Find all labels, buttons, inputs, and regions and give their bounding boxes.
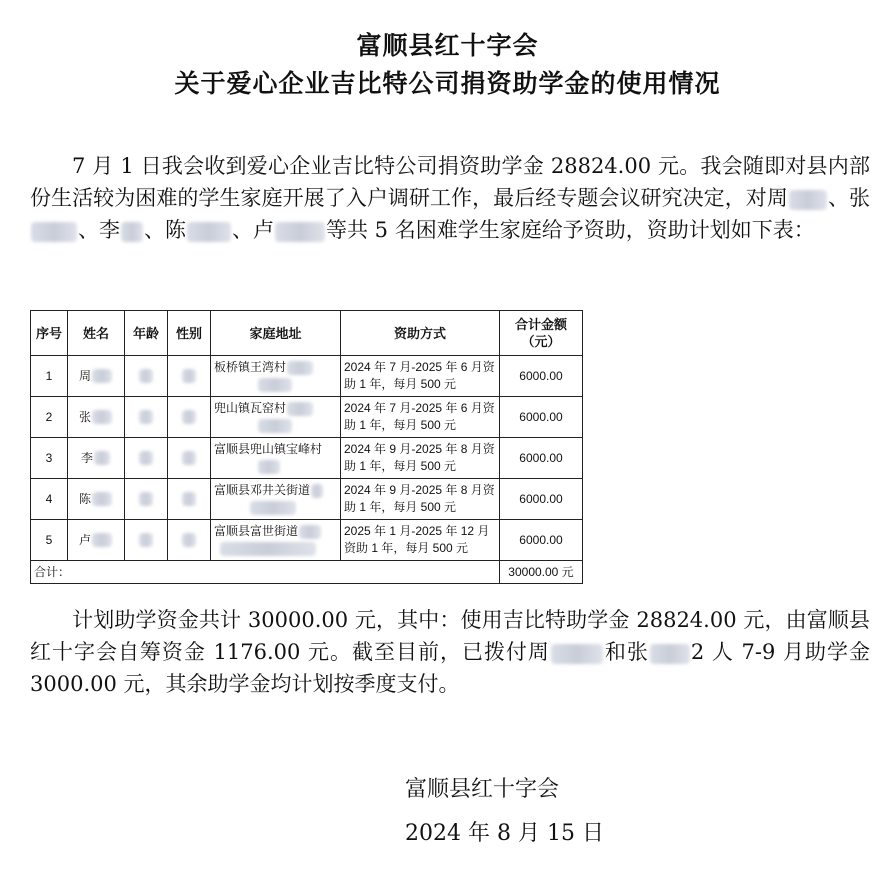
table-row — [31, 479, 583, 520]
cell-method: 2024 年 9 月-2025 年 8 月资助 1 年，每月 500 元 — [341, 438, 500, 479]
col-header-age: 年龄 — [125, 311, 168, 356]
cell-name: 李 — [68, 438, 125, 479]
redacted-name — [121, 222, 143, 242]
summary-sep-1: 和张 — [603, 640, 649, 664]
aid-plan-table — [30, 310, 583, 584]
cell-address: 富顺县富世街道 — [211, 520, 341, 561]
table-row — [31, 520, 583, 561]
cell-method: 2024 年 9 月-2025 年 8 月资助 1 年，每月 500 元 — [341, 479, 500, 520]
cell-address: 富顺县邓井关街道 — [211, 479, 341, 520]
table-total-row — [31, 561, 583, 584]
intro-sep-2: 、李 — [78, 218, 120, 242]
cell-age — [125, 479, 168, 520]
document-title-org: 富顺县红十字会 — [356, 31, 539, 60]
col-header-gender: 性别 — [168, 311, 211, 356]
cell-gender — [168, 520, 211, 561]
total-amount: 30000.00 元 — [500, 561, 583, 584]
summary-text-2: 2 人 7-9 月助学金 3000.00 元，其余助学金均计划按季度支付。 — [30, 640, 870, 696]
cell-method: 2024 年 7 月-2025 年 6 月资助 1 年，每月 500 元 — [341, 356, 500, 397]
signature-org: 富顺县红十字会 — [405, 777, 560, 802]
paragraph-intro — [30, 150, 870, 246]
redacted-name — [650, 644, 690, 664]
intro-sep-3: 、陈 — [144, 218, 186, 242]
cell-amount: 6000.00 — [500, 479, 583, 520]
cell-age — [125, 520, 168, 561]
summary-text-1: 计划助学资金共计 30000.00 元，其中：使用吉比特助学金 28824.00 元，由富顺县红十字会自筹资金 1176.00 元。截至目前，已拨付周 — [30, 608, 870, 664]
redacted-name — [551, 644, 603, 664]
table-row — [31, 356, 583, 397]
cell-name: 周 — [68, 356, 125, 397]
cell-method: 2025 年 1 月-2025 年 12 月资助 1 年，每月 500 元 — [341, 520, 500, 561]
cell-amount: 6000.00 — [500, 356, 583, 397]
cell-method: 2024 年 7 月-2025 年 6 月资助 1 年，每月 500 元 — [341, 397, 500, 438]
cell-gender — [168, 356, 211, 397]
cell-name: 卢 — [68, 520, 125, 561]
col-header-address: 家庭地址 — [211, 311, 341, 356]
table-row — [31, 397, 583, 438]
redacted-name — [187, 222, 231, 242]
cell-amount: 6000.00 — [500, 520, 583, 561]
cell-amount: 6000.00 — [500, 397, 583, 438]
paragraph-funding-summary — [30, 604, 870, 700]
cell-address: 富顺县兜山镇宝峰村 — [211, 438, 341, 479]
cell-amount: 6000.00 — [500, 438, 583, 479]
cell-name: 陈 — [68, 479, 125, 520]
intro-text-1: 7 月 1 日我会收到爱心企业吉比特公司捐资助学金 28824.00 元。我会随即对县内部份生活较为困难的学生家庭开展了入户调研工作，最后经专题会议研究决定，对周 — [30, 154, 870, 210]
redacted-name — [275, 222, 325, 242]
table-row — [31, 438, 583, 479]
total-label: 合计： — [31, 561, 500, 584]
cell-age — [125, 438, 168, 479]
table-header-row — [31, 311, 583, 356]
cell-gender — [168, 397, 211, 438]
document-title-subject: 关于爱心企业吉比特公司捐资助学金的使用情况 — [174, 69, 721, 98]
cell-address: 板桥镇王湾村 — [211, 356, 341, 397]
cell-no: 5 — [31, 520, 68, 561]
cell-no: 2 — [31, 397, 68, 438]
redacted-name — [31, 222, 77, 242]
intro-sep-4: 、卢 — [232, 218, 274, 242]
intro-text-2: 等共 5 名困难学生家庭给予资助，资助计划如下表： — [326, 218, 815, 242]
col-header-method: 资助方式 — [341, 311, 500, 356]
cell-gender — [168, 438, 211, 479]
col-header-no: 序号 — [31, 311, 68, 356]
cell-no: 1 — [31, 356, 68, 397]
cell-gender — [168, 479, 211, 520]
intro-sep-1: 、张 — [827, 186, 871, 210]
cell-no: 3 — [31, 438, 68, 479]
cell-address: 兜山镇瓦窑村 — [211, 397, 341, 438]
cell-name: 张 — [68, 397, 125, 438]
col-header-name: 姓名 — [68, 311, 125, 356]
cell-no: 4 — [31, 479, 68, 520]
col-header-amount: 合计金额（元） — [500, 311, 583, 356]
cell-age — [125, 356, 168, 397]
signature-date: 2024 年 8 月 15 日 — [405, 821, 604, 846]
redacted-name — [789, 190, 827, 210]
cell-age — [125, 397, 168, 438]
